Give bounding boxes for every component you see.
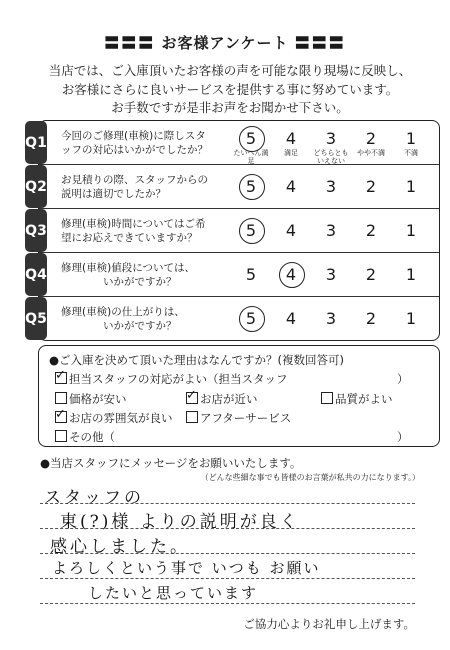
question-row-q3 [25, 209, 439, 253]
intro-text [20, 62, 440, 118]
checkbox-icon[interactable] [55, 430, 67, 442]
rating-option-4[interactable]: 4 [285, 221, 297, 240]
rating-scale-q4 [231, 253, 431, 296]
rating-option-4[interactable]: 4 [285, 177, 297, 196]
checkbox-checked-icon[interactable] [55, 411, 67, 423]
rating-option-2[interactable]: 2 [365, 221, 377, 240]
intro-line-1: 当店では、ご入庫頂いたお客様の声を可能な限り現場に反映し、 [48, 63, 412, 78]
rating-option-2[interactable]: 2 [365, 177, 377, 196]
intro-line-2: お客様にさらに良いサービスを提供する事に努めています。 [61, 81, 399, 97]
rating-scale-q1 [231, 121, 431, 164]
selected-circle-mark [239, 126, 265, 152]
rating-scale-q2 [231, 165, 431, 208]
question-row-q1 [25, 121, 439, 165]
rating-option-5[interactable]: 5 [231, 165, 271, 208]
question-row-q5 [25, 297, 439, 340]
rating-option-1[interactable]: 1 [405, 265, 417, 284]
title-decoration-left: 〓〓〓 [104, 34, 156, 52]
question-text-q3: 修理(車検)時間についてはご希 望にお応えできていますか？ [61, 218, 206, 244]
rating-option-5[interactable]: 5 たいへん満足 [231, 121, 271, 164]
reason-option-staff[interactable]: ✓担当スタッフの対応がよい（担当スタッフ [55, 371, 288, 387]
rating-option-2[interactable]: 2 [365, 309, 377, 328]
rating-option-1[interactable]: 1 [405, 177, 417, 196]
reason-option-aftercare[interactable]: アフターサービス [186, 410, 291, 426]
question-label-q5: Q5 [25, 297, 47, 340]
rating-option-3[interactable]: 3 どちらともいえない [313, 129, 349, 165]
rating-option-4[interactable]: 4 [271, 253, 311, 296]
rating-option-2[interactable]: 2 やや不満 [357, 129, 385, 157]
question-text-q1: 今回のご修理(車検)に際しスタ ッフの対応はいかがでしたか？ [61, 130, 208, 156]
checkbox-icon[interactable] [321, 392, 333, 404]
rating-option-3[interactable]: 3 [325, 309, 337, 328]
selected-circle-mark [279, 262, 305, 288]
checkbox-checked-icon[interactable] [55, 372, 67, 384]
reason-option-quality[interactable]: 品質がよい [321, 391, 393, 407]
checkbox-checked-icon[interactable] [186, 392, 198, 404]
reason-option-atmosphere[interactable]: ✓お店の雰囲気が良い [55, 410, 173, 426]
rating-option-1[interactable]: 1 不満 [404, 129, 418, 157]
writing-line [40, 603, 415, 604]
intro-line-3: お手数ですが是非お声をお聞かせ下さい。 [111, 100, 349, 115]
question-label-q3: Q3 [25, 209, 47, 252]
reasons-question: ●ご入庫を決めて頂いた理由はなんですか？(複数回答可) [49, 353, 345, 367]
rating-option-3[interactable]: 3 [325, 177, 337, 196]
closing-text: ご協力心よりお礼申し上げます。 [243, 617, 415, 631]
title-text: お客様アンケート [161, 34, 289, 52]
checkbox-icon[interactable] [55, 392, 67, 404]
survey-title [0, 32, 450, 53]
question-text-q5: 修理(車検)の仕上がりは、 いかがですか？ [61, 306, 185, 332]
handwritten-message-line-3: 感心しました。 [50, 537, 190, 557]
rating-option-5[interactable]: 5 [245, 265, 257, 284]
question-label-q4: Q4 [25, 253, 47, 296]
question-text-q2: お見積りの際、スタッフからの 説明は適切でしたか？ [61, 174, 208, 200]
handwritten-message-line-2: 東(?)様 よりの説明が良く [60, 512, 300, 532]
reason-option-staff-close: ） [397, 372, 409, 386]
reason-option-price[interactable]: 価格が安い [55, 391, 127, 407]
handwritten-message-line-1: スタッフの [44, 488, 144, 508]
handwritten-message-line-4: よろしくという事で いつも お願い [52, 559, 321, 577]
rating-option-4[interactable]: 4 [285, 309, 297, 328]
question-row-q2 [25, 165, 439, 209]
rating-option-5[interactable]: 5 [231, 209, 271, 252]
checkbox-icon[interactable] [186, 411, 198, 423]
rating-option-5[interactable]: 5 [231, 297, 271, 340]
title-decoration-right: 〓〓〓 [294, 34, 346, 52]
question-label-q1: Q1 [25, 121, 47, 164]
writing-line [40, 578, 415, 579]
question-text-q4: 修理(車検)値段については、 いかがですか？ [61, 262, 195, 288]
rating-scale-q3 [231, 209, 431, 252]
selected-circle-mark [239, 218, 265, 244]
rating-option-4[interactable]: 4 満足 [284, 129, 298, 157]
reasons-section [38, 345, 440, 447]
rating-option-1[interactable]: 1 [405, 309, 417, 328]
rating-table [25, 120, 440, 341]
rating-option-1[interactable]: 1 [405, 221, 417, 240]
question-label-q2: Q2 [25, 165, 47, 208]
rating-option-2[interactable]: 2 [365, 265, 377, 284]
reason-option-other[interactable]: その他（ [55, 429, 115, 445]
rating-scale-q5 [231, 297, 431, 340]
message-question: ●当店スタッフにメッセージをお願いいたします。 [40, 456, 302, 470]
handwritten-message-line-5: したいと思っています [88, 584, 259, 602]
selected-circle-mark [239, 174, 265, 200]
message-note: （どんな些細な事でも皆様のお言葉が私共の力になります。） [200, 473, 420, 482]
question-row-q4 [25, 253, 439, 297]
selected-circle-mark [239, 306, 265, 332]
reason-option-location[interactable]: ✓ お店が近い [186, 391, 258, 407]
reason-option-other-close: ） [397, 430, 409, 444]
rating-option-3[interactable]: 3 [325, 221, 337, 240]
rating-option-3[interactable]: 3 [325, 265, 337, 284]
